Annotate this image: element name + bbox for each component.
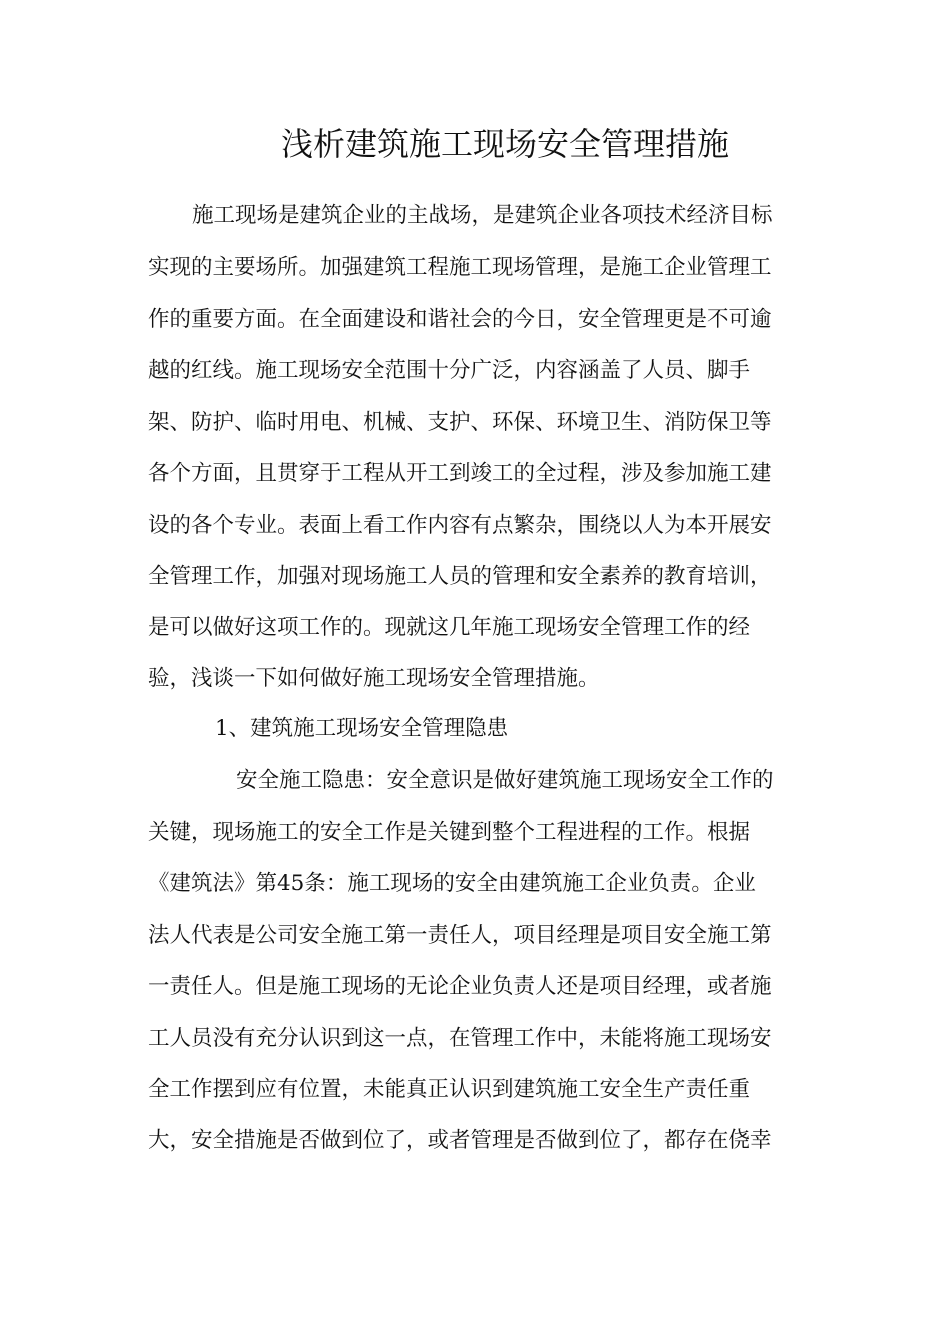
paragraph-line: 架、防护、临时用电、机械、支护、环保、环境卫生、消防保卫等: [148, 410, 772, 435]
paragraph-line: 设的各个专业。表面上看工作内容有点繁杂，围绕以人为本开展安: [148, 513, 772, 538]
paragraph-line: 工人员没有充分认识到这一点，在管理工作中，未能将施工现场安: [148, 1026, 772, 1051]
paragraph-line: 全管理工作，加强对现场施工人员的管理和安全素养的教育培训，: [148, 564, 772, 589]
paragraph-line: 《建筑法》第45条：施工现场的安全由建筑施工企业负责。企业: [148, 871, 756, 896]
paragraph-line: 越的红线。施工现场安全范围十分广泛，内容涵盖了人员、脚手: [148, 358, 751, 383]
paragraph-line: 一责任人。但是施工现场的无论企业负责人还是项目经理，或者施: [148, 974, 772, 999]
paragraph-line: 实现的主要场所。加强建筑工程施工现场管理，是施工企业管理工: [148, 255, 772, 280]
paragraph-line: 施工现场是建筑企业的主战场，是建筑企业各项技术经济目标: [192, 203, 773, 228]
paragraph-line: 是可以做好这项工作的。现就这几年施工现场安全管理工作的经: [148, 615, 751, 640]
document-title: 浅析建筑施工现场安全管理措施: [280, 125, 729, 163]
paragraph-line: 法人代表是公司安全施工第一责任人，项目经理是项目安全施工第: [148, 923, 772, 948]
paragraph-line: 安全施工隐患：安全意识是做好建筑施工现场安全工作的: [236, 768, 774, 793]
paragraph-line: 各个方面，且贯穿于工程从开工到竣工的全过程，涉及参加施工建: [148, 461, 772, 486]
paragraph-line: 全工作摆到应有位置，未能真正认识到建筑施工安全生产责任重: [148, 1077, 751, 1102]
section-heading: 1、建筑施工现场安全管理隐患: [215, 716, 509, 741]
paragraph-line: 作的重要方面。在全面建设和谐社会的今日，安全管理更是不可逾: [148, 307, 772, 332]
paragraph-line: 验，浅谈一下如何做好施工现场安全管理措施。: [148, 666, 600, 691]
paragraph-line: 大，安全措施是否做到位了，或者管理是否做到位了，都存在侥幸: [148, 1128, 772, 1153]
paragraph-line: 关键，现场施工的安全工作是关键到整个工程进程的工作。根据: [148, 820, 751, 845]
